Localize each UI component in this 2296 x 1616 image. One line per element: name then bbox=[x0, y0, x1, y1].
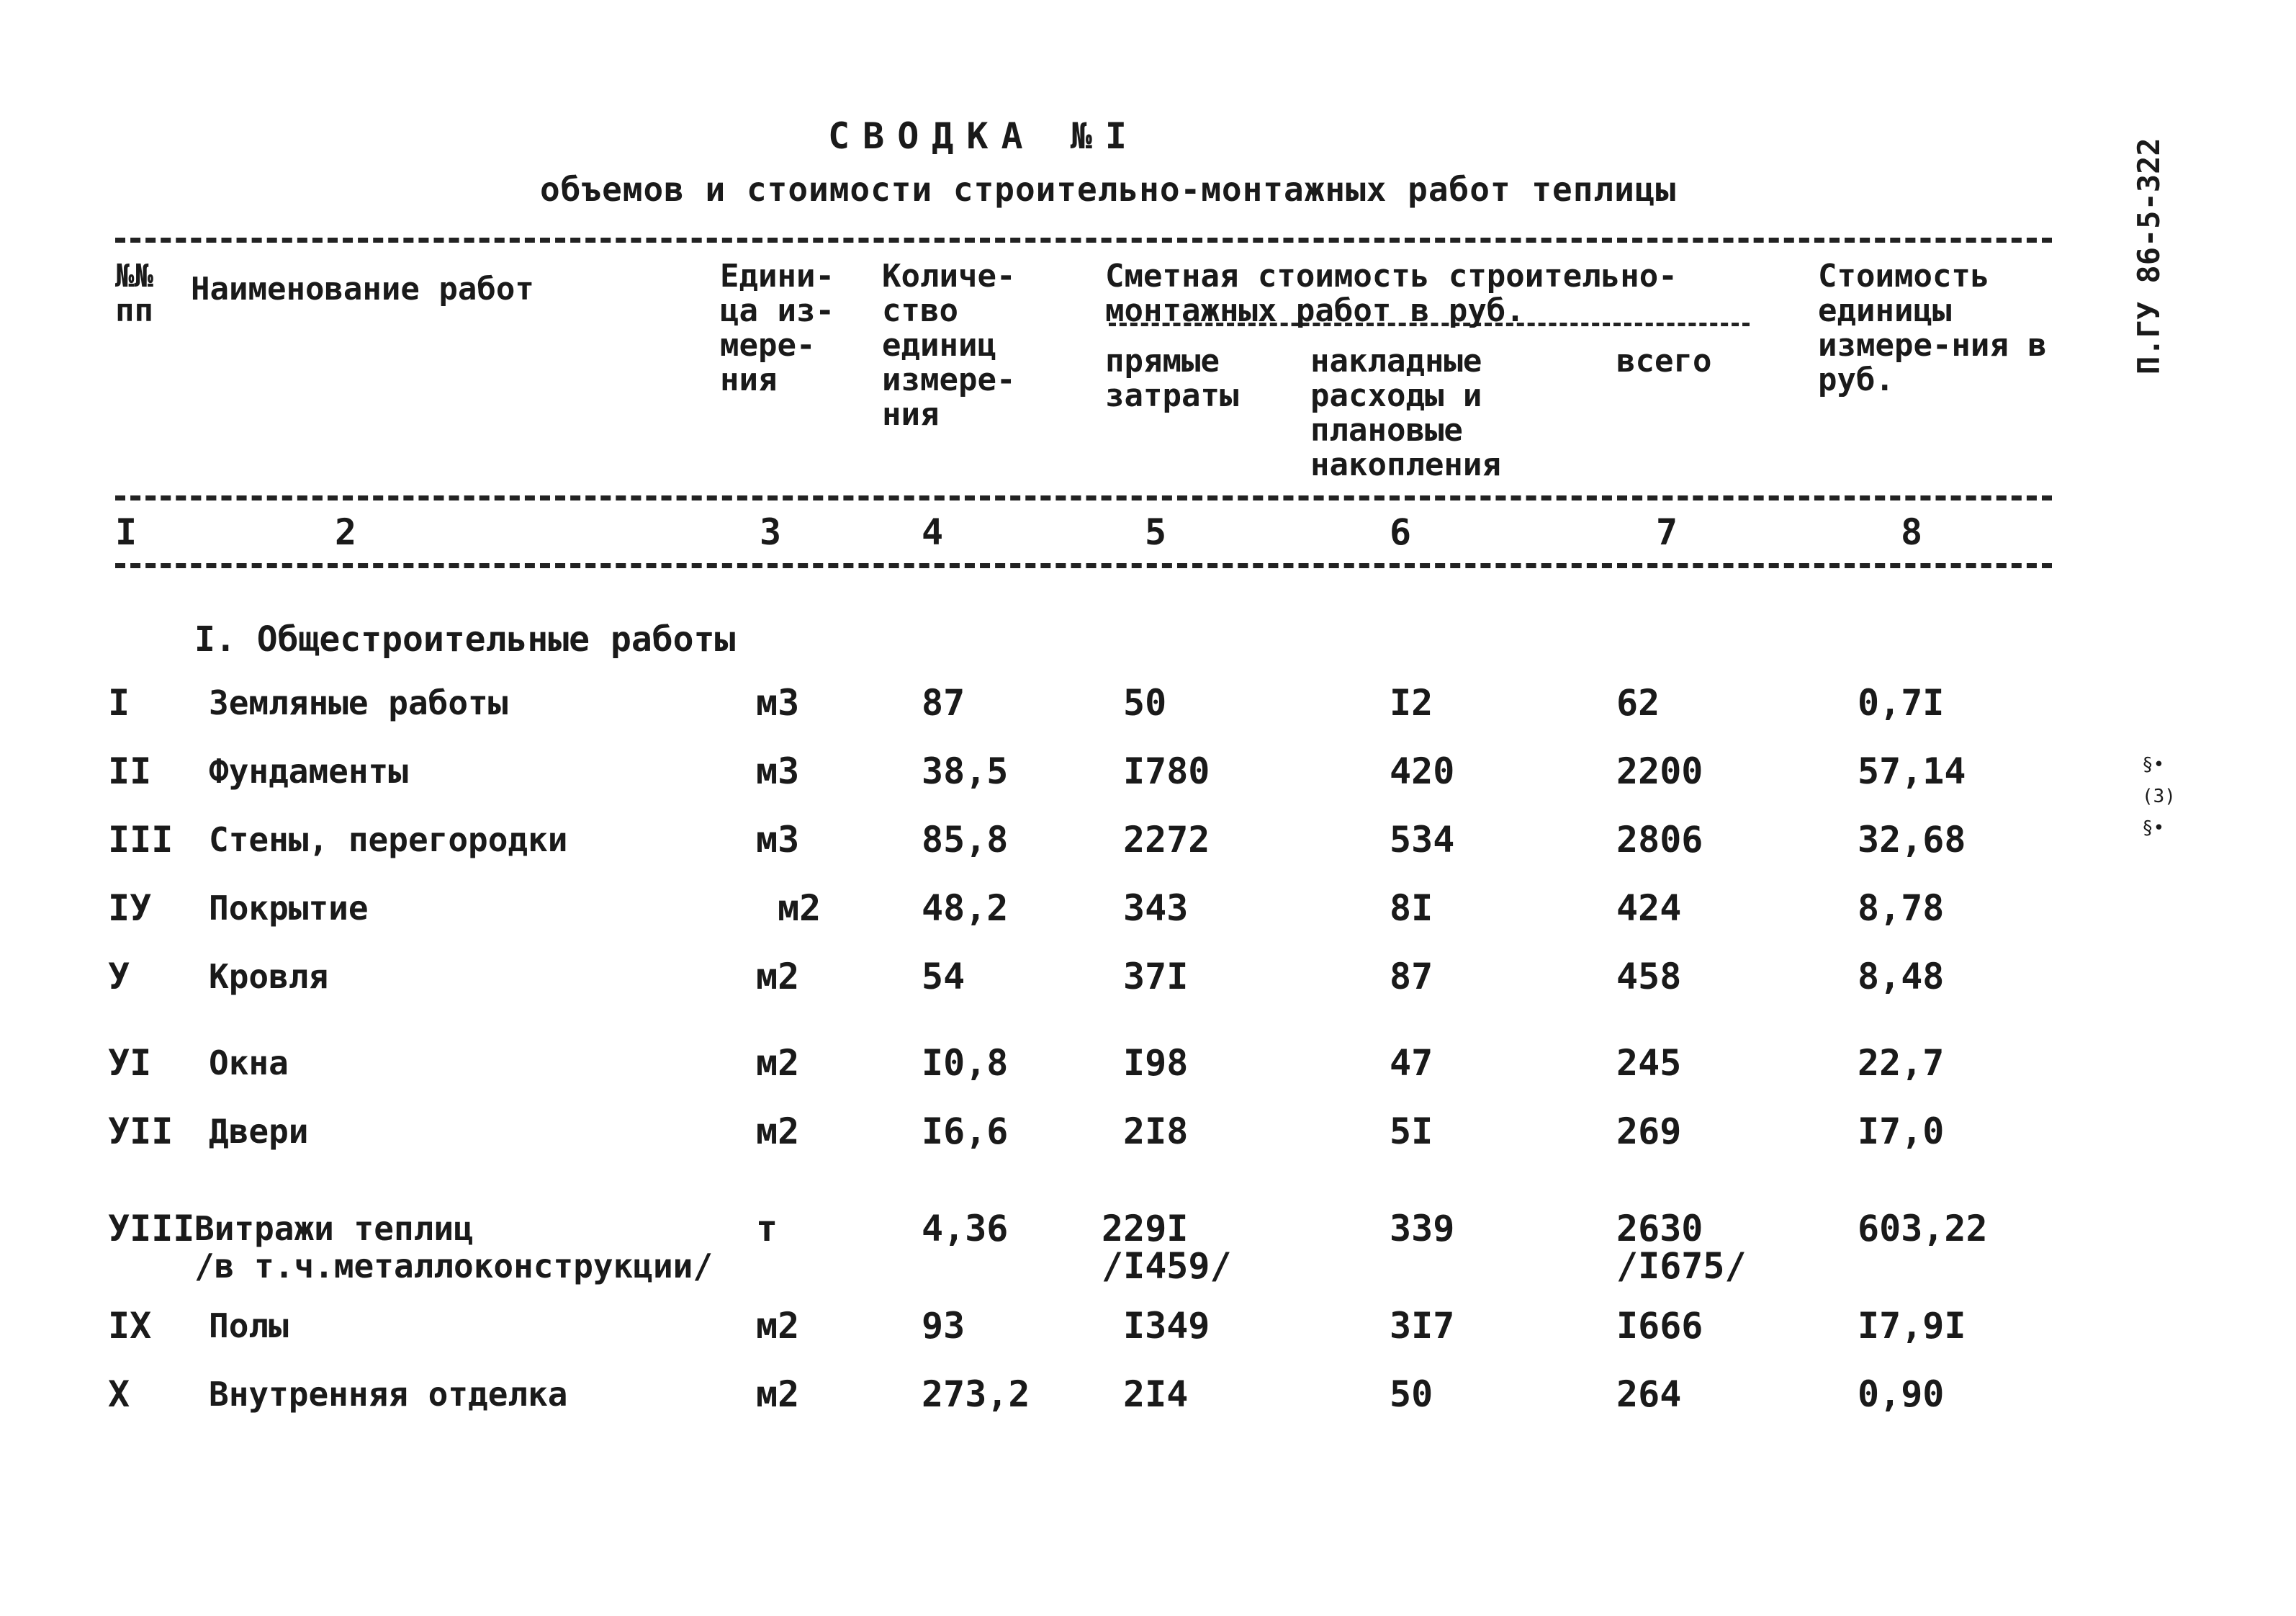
table-row bbox=[0, 958, 2296, 1023]
row-overhead: 87 bbox=[1390, 956, 1433, 997]
row-unit-cost: 57,14 bbox=[1858, 750, 1966, 792]
row-qty: 4,36 bbox=[922, 1208, 1009, 1249]
row-num: I bbox=[108, 682, 130, 724]
document-subtitle: объемов и стоимости строительно-монтажных работ теплицы bbox=[540, 170, 1677, 209]
row-num: УI bbox=[108, 1042, 152, 1084]
header-qty: Количе-ство единиц измере-ния bbox=[882, 258, 1016, 433]
row-overhead: 420 bbox=[1390, 750, 1455, 792]
row-unit-cost: 603,22 bbox=[1858, 1208, 1988, 1249]
row-direct: I780 bbox=[1123, 750, 1210, 792]
table-row bbox=[0, 1210, 2296, 1296]
column-number: 2 bbox=[334, 511, 357, 553]
header-total: всего bbox=[1616, 343, 1712, 380]
column-number: 5 bbox=[1144, 511, 1167, 553]
row-total: 2200 bbox=[1616, 750, 1703, 792]
row-unit-cost: 0,7I bbox=[1858, 682, 1945, 724]
row-num: X bbox=[108, 1373, 130, 1415]
row-total: I666 bbox=[1616, 1305, 1703, 1347]
header-num: №№ пп bbox=[115, 258, 153, 329]
row-total: 458 bbox=[1616, 956, 1682, 997]
row-unit: т bbox=[756, 1208, 778, 1249]
row-overhead: 8I bbox=[1390, 887, 1433, 929]
side-mark: (3) bbox=[2142, 786, 2176, 807]
column-number: 3 bbox=[759, 511, 782, 553]
row-unit: м2 bbox=[756, 1110, 800, 1152]
table-top-rule bbox=[115, 238, 2052, 243]
header-unit-cost: Стоимость единицы измере-ния в руб. bbox=[1818, 258, 2047, 398]
row-direct: 37I bbox=[1123, 956, 1189, 997]
row-name: Двери bbox=[209, 1112, 309, 1151]
row-unit: м2 bbox=[756, 956, 800, 997]
row-unit-cost: 22,7 bbox=[1858, 1042, 1945, 1084]
header-name: Наименование работ bbox=[191, 271, 534, 308]
row-overhead: 3I7 bbox=[1390, 1305, 1455, 1347]
row-qty: I6,6 bbox=[922, 1110, 1009, 1152]
row-total: 264 bbox=[1616, 1373, 1682, 1415]
table-row bbox=[0, 1044, 2296, 1109]
row-unit-cost: 8,78 bbox=[1858, 887, 1945, 929]
column-number: I bbox=[114, 511, 138, 553]
column-number: 6 bbox=[1389, 511, 1412, 553]
header-estimated-cost-group: Сметная стоимость строительно-монтажных работ в руб. bbox=[1105, 258, 1678, 329]
row-total: 2630 /I675/ bbox=[1616, 1208, 1747, 1287]
row-unit: м3 bbox=[756, 819, 800, 861]
column-number: 7 bbox=[1655, 511, 1678, 553]
row-direct: 50 bbox=[1123, 682, 1167, 724]
row-unit-cost: I7,0 bbox=[1858, 1110, 1945, 1152]
row-name: Окна bbox=[209, 1043, 289, 1082]
table-row bbox=[0, 1375, 2296, 1440]
row-unit-cost: 8,48 bbox=[1858, 956, 1945, 997]
row-overhead: 47 bbox=[1390, 1042, 1433, 1084]
row-num: IX bbox=[108, 1305, 152, 1347]
row-name: Земляные работы bbox=[209, 683, 508, 722]
row-qty: 93 bbox=[922, 1305, 965, 1347]
table-row bbox=[0, 1307, 2296, 1372]
section-title: I. Общестроительные работы bbox=[194, 619, 736, 660]
row-unit: м2 bbox=[756, 1305, 800, 1347]
row-unit-cost: I7,9I bbox=[1858, 1305, 1966, 1347]
header-direct: прямые затраты bbox=[1105, 343, 1239, 414]
row-unit: м3 bbox=[756, 750, 800, 792]
row-overhead: 50 bbox=[1390, 1373, 1433, 1415]
row-unit: м2 bbox=[756, 1042, 800, 1084]
row-name: Полы bbox=[209, 1306, 289, 1345]
row-num: II bbox=[108, 750, 152, 792]
row-name: Внутренняя отделка bbox=[209, 1375, 568, 1414]
row-num: IУ bbox=[108, 887, 152, 929]
header-overhead: накладные расходы и плановые накопления bbox=[1310, 343, 1501, 483]
row-direct: 2272 bbox=[1123, 819, 1210, 861]
row-num: УII bbox=[108, 1110, 174, 1152]
column-number: 8 bbox=[1900, 511, 1923, 553]
table-row bbox=[0, 1110, 2296, 1177]
row-direct: I349 bbox=[1123, 1305, 1210, 1347]
row-unit: м2 bbox=[756, 1373, 800, 1415]
row-name: Стены, перегородки bbox=[209, 820, 568, 859]
header-bottom-rule bbox=[115, 495, 2052, 500]
row-qty: 87 bbox=[922, 682, 965, 724]
row-unit: м3 bbox=[756, 682, 800, 724]
row-direct: 343 bbox=[1123, 887, 1189, 929]
row-num: У bbox=[108, 956, 130, 997]
row-name: Кровля bbox=[209, 957, 329, 996]
row-direct: 2I8 bbox=[1123, 1110, 1189, 1152]
row-total: 2806 bbox=[1616, 819, 1703, 861]
table-row bbox=[0, 889, 2296, 954]
row-qty: I0,8 bbox=[922, 1042, 1009, 1084]
row-num: УIII bbox=[108, 1208, 195, 1249]
row-qty: 48,2 bbox=[922, 887, 1009, 929]
row-name: Покрытие bbox=[209, 889, 369, 928]
document-title: СВОДКА №I bbox=[828, 115, 1140, 157]
row-name: Фундаменты bbox=[209, 752, 408, 791]
column-number: 4 bbox=[921, 511, 944, 553]
row-name: Витражи теплиц /в т.ч.металлоконструкции/ bbox=[194, 1209, 713, 1285]
table-row bbox=[0, 821, 2296, 886]
row-total: 245 bbox=[1616, 1042, 1682, 1084]
row-qty: 273,2 bbox=[922, 1373, 1030, 1415]
row-qty: 85,8 bbox=[922, 819, 1009, 861]
row-total: 424 bbox=[1616, 887, 1682, 929]
row-unit: м2 bbox=[778, 887, 821, 929]
row-unit-cost: 32,68 bbox=[1858, 819, 1966, 861]
row-direct: 2I4 bbox=[1123, 1373, 1189, 1415]
row-qty: 54 bbox=[922, 956, 965, 997]
side-mark: §• bbox=[2142, 754, 2165, 776]
side-mark: §• bbox=[2142, 817, 2165, 839]
row-qty: 38,5 bbox=[922, 750, 1009, 792]
row-total: 62 bbox=[1616, 682, 1660, 724]
side-document-code: П.ГУ 86-5-322 bbox=[2131, 138, 2166, 374]
row-direct: 229I /I459/ bbox=[1102, 1208, 1232, 1287]
table-row bbox=[0, 750, 2296, 817]
header-unit: Едини-ца из-мере-ния bbox=[720, 258, 834, 398]
row-total: 269 bbox=[1616, 1110, 1682, 1152]
row-unit-cost: 0,90 bbox=[1858, 1373, 1945, 1415]
column-number-rule bbox=[115, 563, 2052, 568]
row-num: III bbox=[108, 819, 174, 861]
row-overhead: 339 bbox=[1390, 1208, 1455, 1249]
row-overhead: I2 bbox=[1390, 682, 1433, 724]
table-row bbox=[0, 684, 2296, 749]
row-overhead: 534 bbox=[1390, 819, 1455, 861]
row-direct: I98 bbox=[1123, 1042, 1189, 1084]
row-overhead: 5I bbox=[1390, 1110, 1433, 1152]
